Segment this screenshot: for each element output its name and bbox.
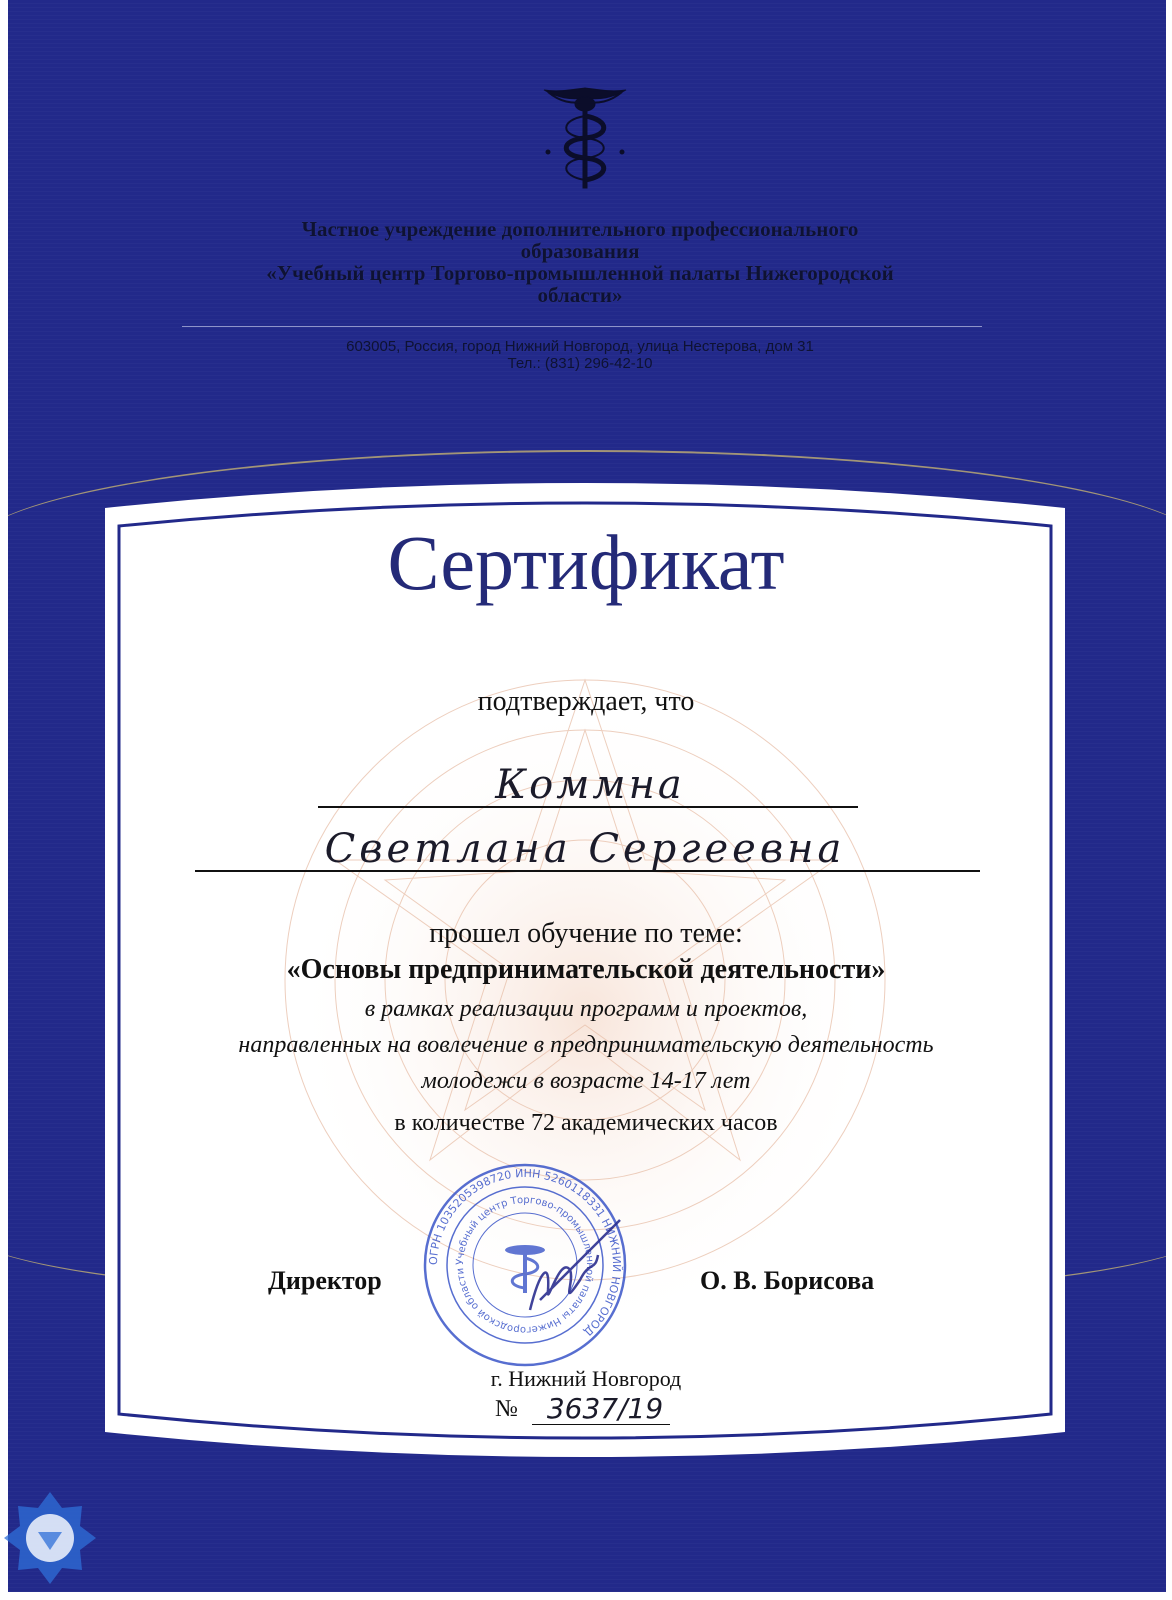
director-role: Директор xyxy=(268,1266,382,1295)
stamp-outer-text: ОГРН 1035205398720 ИНН 5260118331 НИЖНИЙ НОВГОРОД xyxy=(426,1166,624,1339)
address-line: 603005, Россия, город Нижний Новгород, улица Нестерова, дом 31 xyxy=(346,338,814,355)
handwritten-surname: Коммна xyxy=(495,762,685,808)
given-names-underline xyxy=(195,870,980,872)
official-stamp xyxy=(420,1160,630,1370)
org-line-2: образования xyxy=(520,239,640,263)
hours-text: в количестве 72 академических часов xyxy=(394,1110,778,1136)
stamp-caduceus-icon xyxy=(505,1245,545,1293)
number-label: № xyxy=(495,1396,518,1422)
stamp-inner-text: Учебный центр Торгово-промышленной палаты Нижегородской области xyxy=(454,1194,596,1336)
org-line-3: «Учебный центр Торгово-промышленной палаты Нижегородской xyxy=(266,261,894,285)
context-line-2: направленных на вовлечение в предпринимательскую деятельность xyxy=(238,1032,934,1058)
org-line-4: области» xyxy=(537,283,623,307)
surname-underline xyxy=(318,806,858,808)
passed-training-text: прошел обучение по теме: xyxy=(429,918,743,949)
director-name: О. В. Борисова xyxy=(700,1266,875,1295)
city-text: г. Нижний Новгород xyxy=(490,1366,682,1391)
certificate-number: 3637/19 xyxy=(546,1392,664,1425)
certificate-title: Сертификат xyxy=(387,519,785,606)
watermark-logo-icon xyxy=(0,1488,100,1588)
phone-line: Тел.: (831) 296-42-10 xyxy=(507,355,653,372)
course-topic: «Основы предпринимательской деятельности» xyxy=(286,954,886,985)
context-line-3: молодежи в возрасте 14-17 лет xyxy=(421,1068,751,1094)
org-line-1: Частное учреждение дополнительного профессионального xyxy=(301,217,859,241)
confirms-text: подтверждает, что xyxy=(477,686,695,717)
context-line-1: в рамках реализации программ и проектов, xyxy=(364,996,808,1022)
handwritten-given-names: Светлана Сергеевна xyxy=(324,826,846,872)
number-underline xyxy=(532,1424,670,1425)
